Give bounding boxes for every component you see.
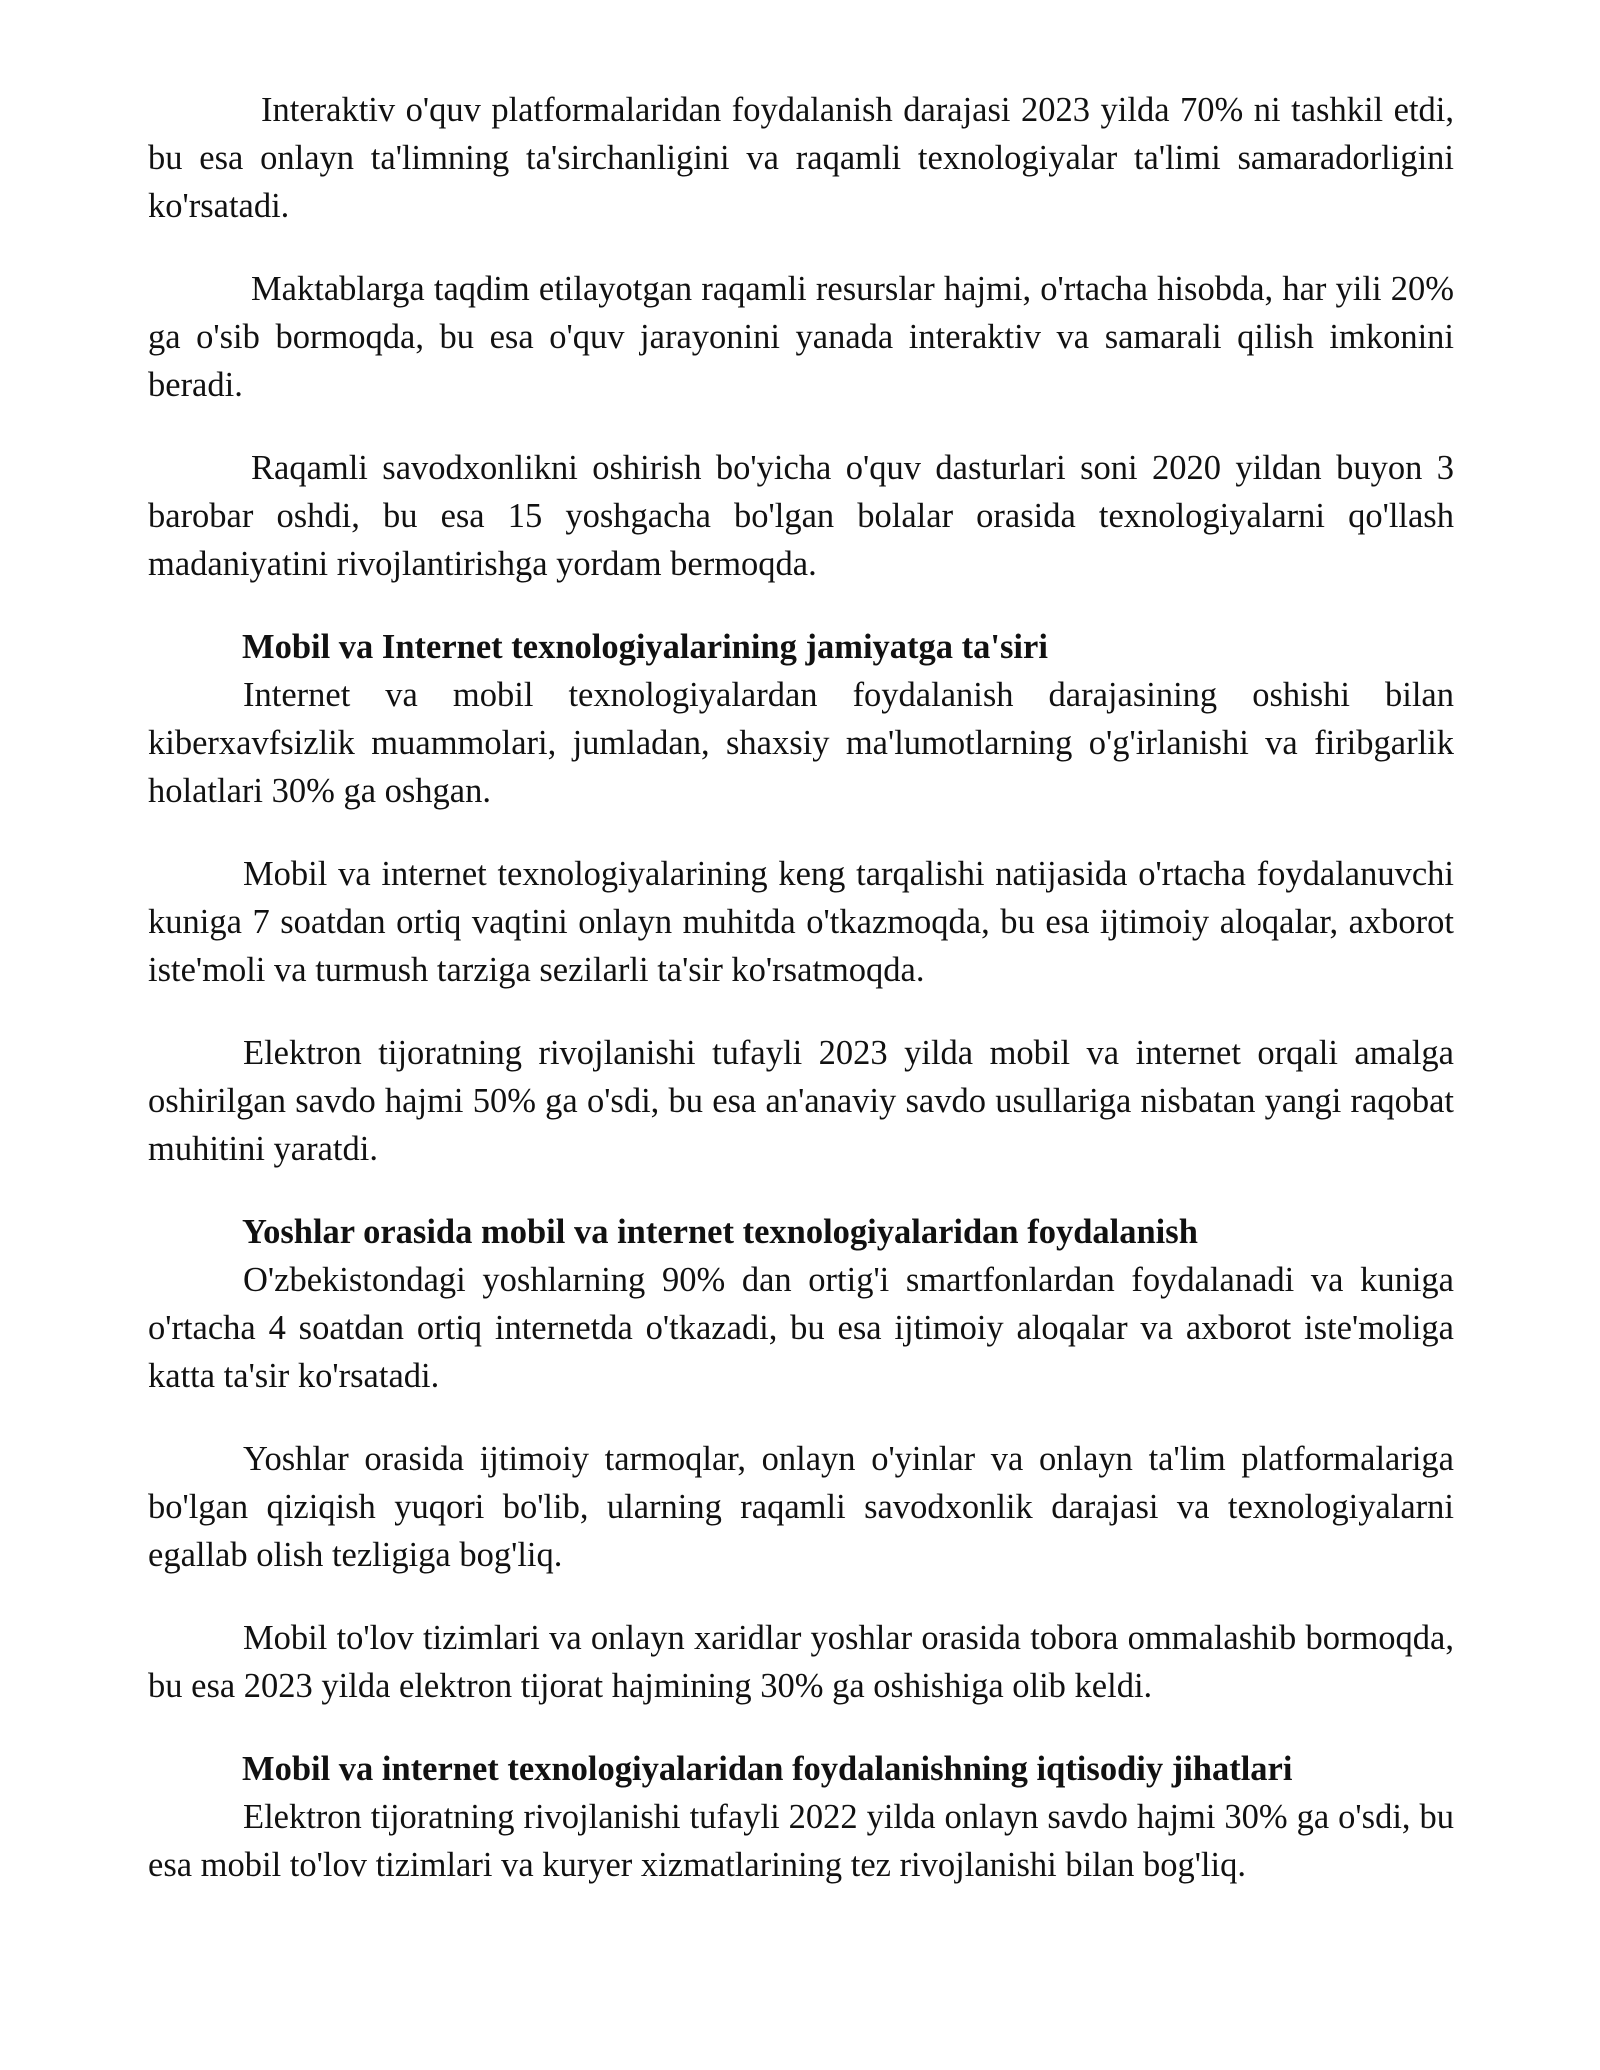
section-heading: Mobil va internet texnologiyalaridan foydalanishning iqtisodiy jihatlari xyxy=(242,1750,1293,1788)
intro-paragraph-3: Raqamli savodxonlikni oshirish bo'yicha o'quv dasturlari soni 2020 yildan buyon 3 barobar oshdi, bu esa 15 yoshgacha bo'lgan bolalar orasida texnologiyalarni qo'llash madaniyatini rivojlantirishga yordam bermoqda. xyxy=(148,449,1454,583)
section-society-impact xyxy=(148,623,1454,1173)
section-economic-aspects xyxy=(148,1745,1454,1889)
section-paragraph: Elektron tijoratning rivojlanishi tufayli 2022 yilda onlayn savdo hajmi 30% ga o'sdi, bu esa mobil to'lov tizimlari va kuryer xizmatlarining tez rivojlanishi bilan bog'liq. xyxy=(148,1798,1454,1884)
section-paragraph: Internet va mobil texnologiyalardan foydalanish darajasining oshishi bilan kiberxavfsizlik muammolari, jumladan, shaxsiy ma'lumotlarning o'g'irlanishi va firibgarlik holatlari 30% ga oshgan. xyxy=(148,676,1454,810)
section-paragraph: O'zbekistondagi yoshlarning 90% dan ortig'i smartfonlardan foydalanadi va kuniga o'rtacha 4 soatdan ortiq internetda o'tkazadi, bu esa ijtimoiy aloqalar va axborot iste'moliga katta ta'sir ko'rsatadi. xyxy=(148,1261,1454,1395)
section-paragraph: Yoshlar orasida ijtimoiy tarmoqlar, onlayn o'yinlar va onlayn ta'lim platformalariga bo'lgan qiziqish yuqori bo'lib, ularning raqamli savodxonlik darajasi va texnologiyalarni egallab olish tezligiga bog'liq. xyxy=(148,1440,1454,1574)
section-paragraph: Mobil to'lov tizimlari va onlayn xaridlar yoshlar orasida tobora ommalashib bormoqda, bu esa 2023 yilda elektron tijorat hajmining 30% ga oshishiga olib keldi. xyxy=(148,1619,1454,1705)
section-paragraph: Mobil va internet texnologiyalarining keng tarqalishi natijasida o'rtacha foydalanuvchi kuniga 7 soatdan ortiq vaqtini onlayn muhitda o'tkazmoqda, bu esa ijtimoiy aloqalar, axborot iste'moli va turmush tarziga sezilarli ta'sir ko'rsatmoqda. xyxy=(148,855,1454,989)
section-heading: Yoshlar orasida mobil va internet texnologiyalaridan foydalanish xyxy=(242,1213,1198,1251)
intro-paragraph-2: Maktablarga taqdim etilayotgan raqamli resurslar hajmi, o'rtacha hisobda, har yili 20% ga o'sib bormoqda, bu esa o'quv jarayonini yanada interaktiv va samarali qilish imkonini beradi. xyxy=(148,270,1454,404)
section-youth-usage xyxy=(148,1208,1454,1710)
intro-paragraph-1: Interaktiv o'quv platformalaridan foydalanish darajasi 2023 yilda 70% ni tashkil etdi, bu esa onlayn ta'limning ta'sirchanligini va raqamli texnologiyalar ta'limi samaradorligini ko'rsatadi. xyxy=(148,91,1454,225)
section-heading: Mobil va Internet texnologiyalarining jamiyatga ta'siri xyxy=(242,628,1048,666)
section-paragraph: Elektron tijoratning rivojlanishi tufayli 2023 yilda mobil va internet orqali amalga oshirilgan savdo hajmi 50% ga o'sdi, bu esa an'anaviy savdo usullariga nisbatan yangi raqobat muhitini yaratdi. xyxy=(148,1034,1454,1168)
document-page xyxy=(148,86,1454,1924)
